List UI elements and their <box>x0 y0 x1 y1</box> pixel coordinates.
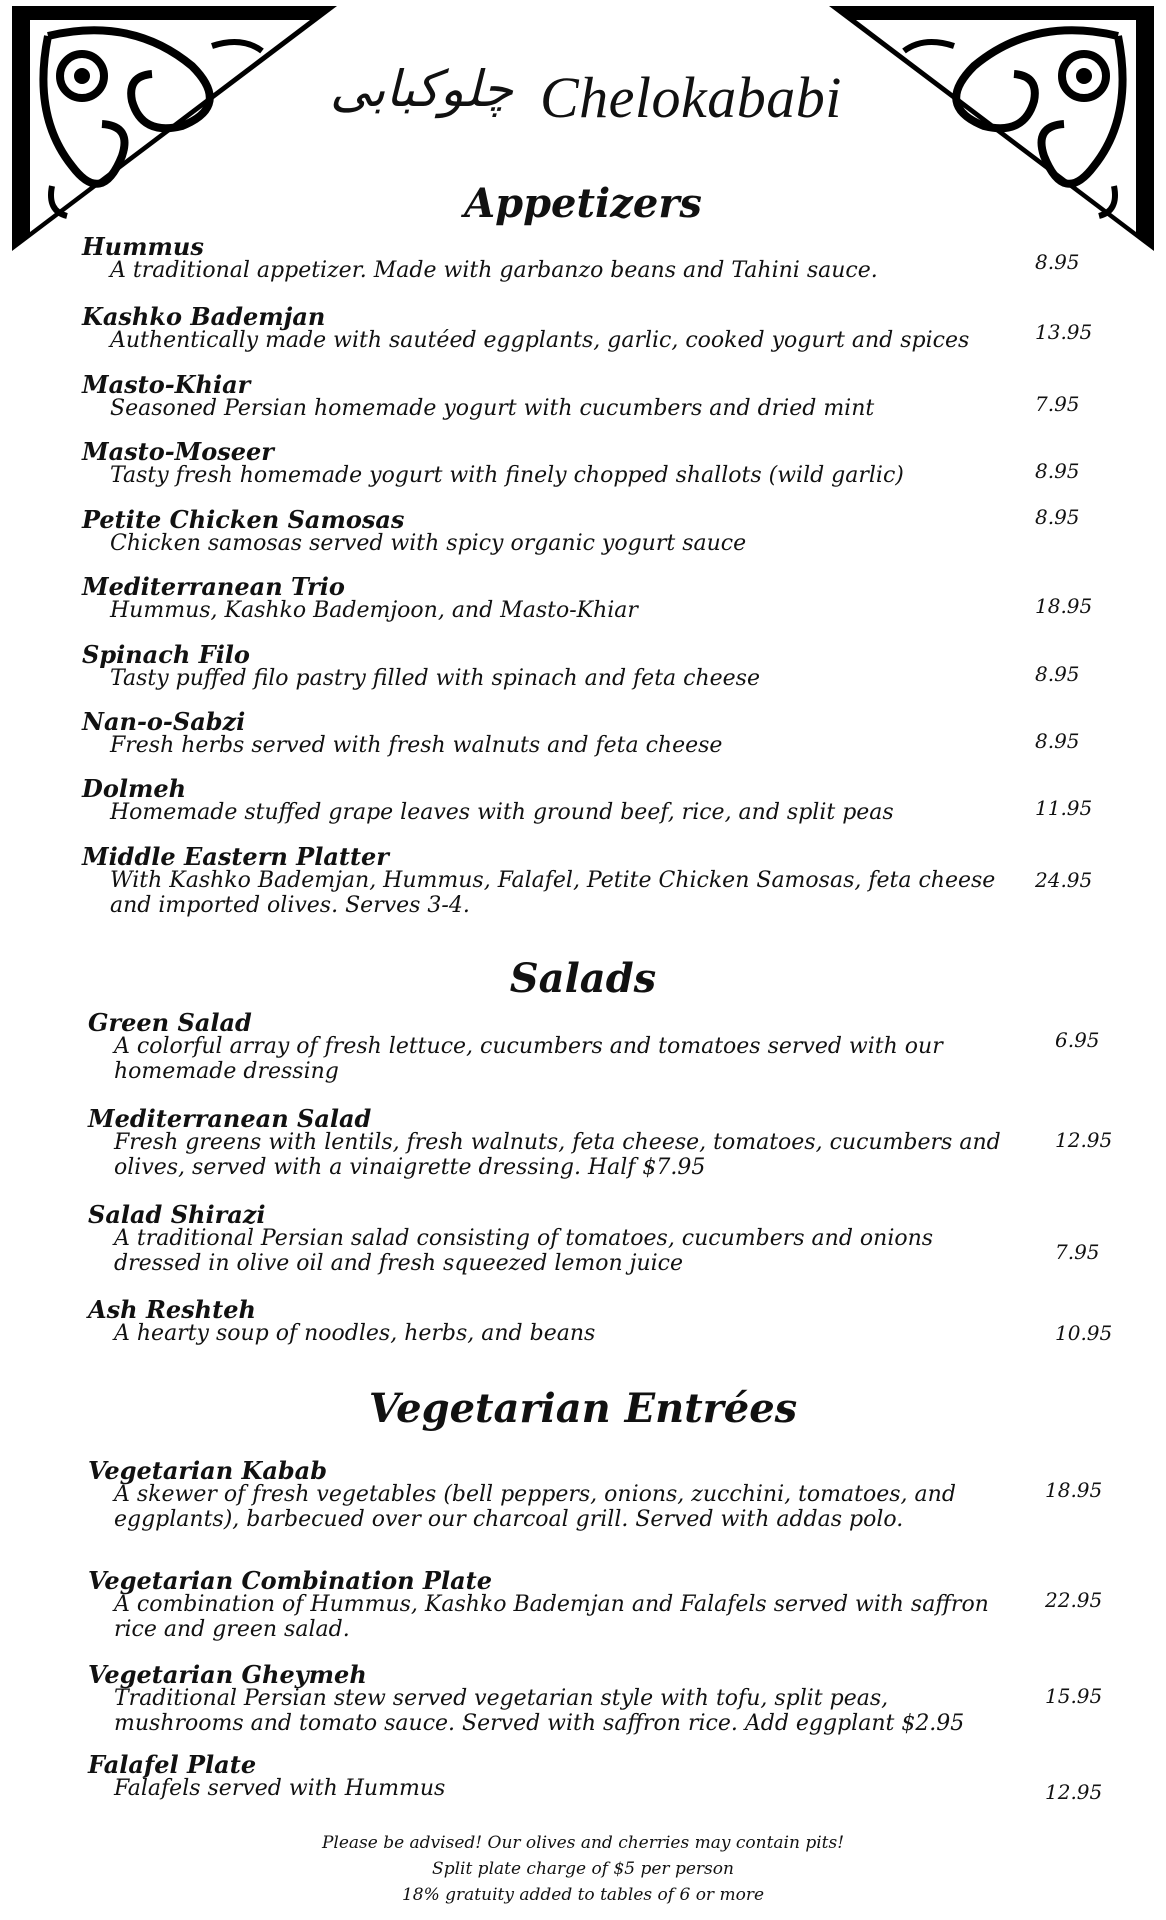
vegetarian-title: Vegetarian Entrées <box>368 1385 798 1432</box>
item-description: Tasty puffed filo pastry filled with spinach and feta cheese <box>110 666 760 691</box>
item-price: 11.95 <box>1035 796 1093 820</box>
item-name: Middle Eastern Platter <box>82 842 389 871</box>
item-price: 8.95 <box>1035 729 1080 753</box>
item-description: Fresh greens with lentils, fresh walnuts, feta cheese, tomatoes, cucumbers and olives, served with a vinaigrette dressing. Half $7.95 <box>114 1130 1001 1180</box>
item-price: 6.95 <box>1055 1028 1100 1052</box>
item-name: Spinach Filo <box>82 640 250 669</box>
item-name: Vegetarian Gheymeh <box>88 1660 367 1689</box>
item-description: Hummus, Kashko Bademjoon, and Masto-Khiar <box>110 598 638 623</box>
item-name: Nan-o-Sabzi <box>82 707 246 736</box>
note-pits: Please be advised! Our olives and cherries may contain pits! <box>321 1833 845 1853</box>
item-description: Authentically made with sautéed eggplants, garlic, cooked yogurt and spices <box>110 328 970 353</box>
item-description: Chicken samosas served with spicy organic yogurt sauce <box>110 531 747 556</box>
item-name: Vegetarian Kabab <box>88 1456 328 1485</box>
item-name: Ash Reshteh <box>88 1295 256 1324</box>
item-description: With Kashko Bademjan, Hummus, Falafel, Petite Chicken Samosas, feta cheese and imported olives. Serves 3-4. <box>110 868 996 918</box>
item-description: Homemade stuffed grape leaves with ground beef, rice, and split peas <box>110 800 894 825</box>
item-price: 18.95 <box>1035 594 1093 618</box>
item-name: Masto-Khiar <box>82 370 251 399</box>
item-name: Petite Chicken Samosas <box>82 505 405 534</box>
item-name: Hummus <box>82 232 204 261</box>
item-description: Tasty fresh homemade yogurt with finely chopped shallots (wild garlic) <box>110 463 904 488</box>
item-price: 8.95 <box>1035 250 1080 274</box>
item-price: 18.95 <box>1045 1478 1103 1502</box>
item-price: 24.95 <box>1035 868 1093 892</box>
item-name: Masto-Moseer <box>82 437 274 466</box>
item-price: 10.95 <box>1055 1321 1113 1345</box>
item-description: A hearty soup of noodles, herbs, and beans <box>114 1321 596 1346</box>
item-name: Dolmeh <box>82 774 187 803</box>
item-description: Seasoned Persian homemade yogurt with cucumbers and dried mint <box>110 396 875 421</box>
item-name: Mediterranean Trio <box>82 572 345 601</box>
salads-title: Salads <box>509 955 657 1002</box>
item-price: 22.95 <box>1045 1588 1103 1612</box>
note-gratuity: 18% gratuity added to tables of 6 or more <box>401 1885 765 1905</box>
item-name: Mediterranean Salad <box>88 1104 372 1133</box>
item-price: 8.95 <box>1035 662 1080 686</box>
item-price: 13.95 <box>1035 320 1093 344</box>
item-name: Green Salad <box>88 1008 252 1037</box>
item-price: 8.95 <box>1035 459 1080 483</box>
item-price: 15.95 <box>1045 1684 1103 1708</box>
farsi-name: چلوکبابی <box>330 60 514 118</box>
item-name: Falafel Plate <box>88 1750 257 1779</box>
item-name: Kashko Bademjan <box>82 302 326 331</box>
appetizers-title: Appetizers <box>464 180 702 227</box>
item-price: 12.95 <box>1055 1128 1113 1152</box>
item-description: A colorful array of fresh lettuce, cucumbers and tomatoes served with our homemade dressing <box>114 1034 943 1084</box>
item-price: 7.95 <box>1035 392 1080 416</box>
item-description: A combination of Hummus, Kashko Bademjan and Falafels served with saffron rice and green salad. <box>114 1592 989 1642</box>
menu-notes <box>0 1830 1166 1908</box>
item-description: A traditional Persian salad consisting of tomatoes, cucumbers and onions dressed in olive oil and fresh squeezed lemon juice <box>114 1226 934 1276</box>
restaurant-name: Chelokababi <box>540 65 842 130</box>
item-description: Fresh herbs served with fresh walnuts and feta cheese <box>110 733 723 758</box>
item-price: 7.95 <box>1055 1240 1100 1264</box>
item-description: Traditional Persian stew served vegetarian style with tofu, split peas, mushrooms and tomato sauce. Served with saffron rice. Add eggplant $2.95 <box>114 1686 965 1736</box>
item-name: Vegetarian Combination Plate <box>88 1566 492 1595</box>
item-description: A skewer of fresh vegetables (bell peppers, onions, zucchini, tomatoes, and eggplants), barbecued over our charcoal grill. Served with addas polo. <box>114 1482 956 1532</box>
restaurant-brand <box>320 52 860 152</box>
item-description: Falafels served with Hummus <box>114 1776 446 1801</box>
item-price: 12.95 <box>1045 1780 1103 1804</box>
item-description: A traditional appetizer. Made with garbanzo beans and Tahini sauce. <box>110 258 878 283</box>
item-price: 8.95 <box>1035 505 1080 529</box>
note-split-plate: Split plate charge of $5 per person <box>432 1859 734 1879</box>
item-name: Salad Shirazi <box>88 1200 266 1229</box>
